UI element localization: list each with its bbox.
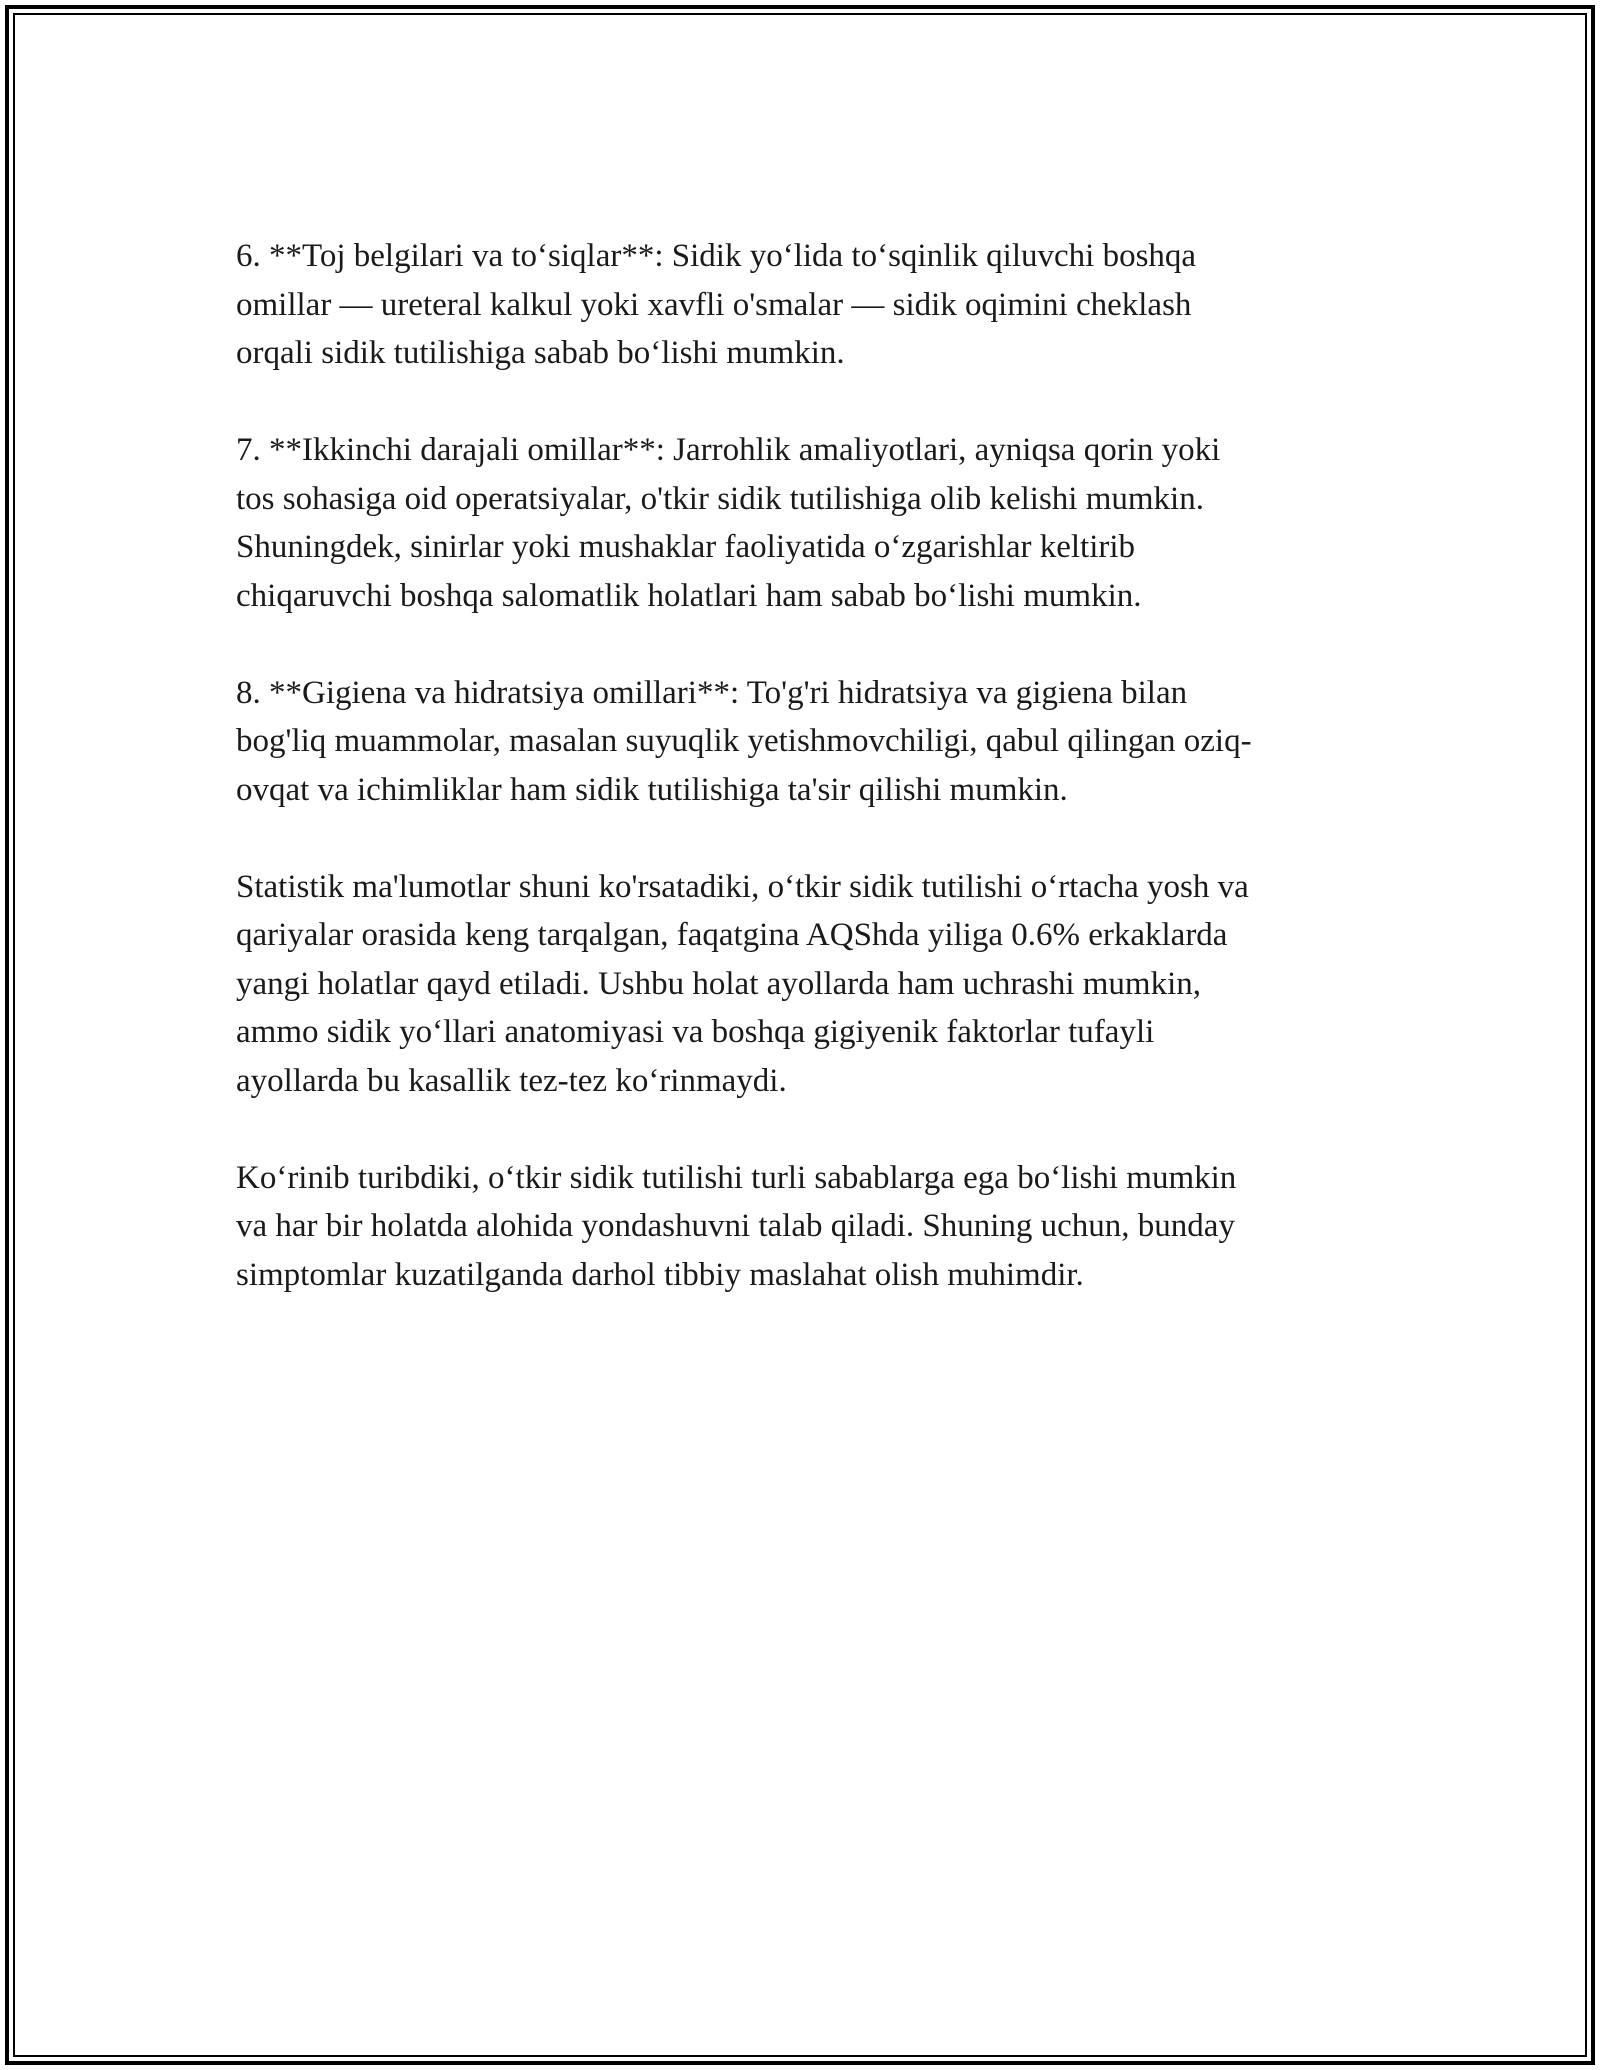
paragraph-item-8: 8. **Gigiena va hidratsiya omillari**: To'g'ri hidratsiya va gigiena bilan bog'liq muammolar, masalan suyuqlik yetishmovchiligi, qabul qilingan oziq- ovqat va ichimliklar ham sidik tutilishiga ta'sir qilishi mumkin.	[236, 674, 1252, 808]
document-body	[236, 232, 1366, 1348]
paragraph-conclusion: Ko‘rinib turibdiki, o‘tkir sidik tutilishi turli sabablarga ega bo‘lishi mumkin va har bir holatda alohida yondashuvni talab qiladi. Shuning uchun, bunday simptomlar kuzatilganda darhol tibbiy maslahat olish muhimdir.	[236, 1159, 1237, 1293]
paragraph-statistics: Statistik ma'lumotlar shuni ko'rsatadiki, o‘tkir sidik tutilishi o‘rtacha yosh va qariyalar orasida keng tarqalgan, faqatgina AQShda yiliga 0.6% erkaklarda yangi holatlar qayd etiladi. Ushbu holat ayollarda ham uchrashi mumkin, ammo sidik yo‘llari anatomiyasi va boshqa gigiyenik faktorlar tufayli ayollarda bu kasallik tez-tez ko‘rinmaydi.	[236, 868, 1249, 1099]
paragraph-item-7: 7. **Ikkinchi darajali omillar**: Jarrohlik amaliyotlari, ayniqsa qorin yoki tos sohasiga oid operatsiyalar, o'tkir sidik tutilishiga olib kelishi mumkin. Shuningdek, sinirlar yoki mushaklar faoliyatida o‘zgarishlar keltirib chiqaruvchi boshqa salomatlik holatlari ham sabab bo‘lishi mumkin.	[236, 432, 1221, 614]
paragraph-item-6: 6. **Toj belgilari va to‘siqlar**: Sidik yo‘lida to‘sqinlik qiluvchi boshqa omillar — ureteral kalkul yoki xavfli o'smalar — sidik oqimini cheklash orqali sidik tutilishiga sabab bo‘lishi mumkin.	[236, 238, 1197, 371]
